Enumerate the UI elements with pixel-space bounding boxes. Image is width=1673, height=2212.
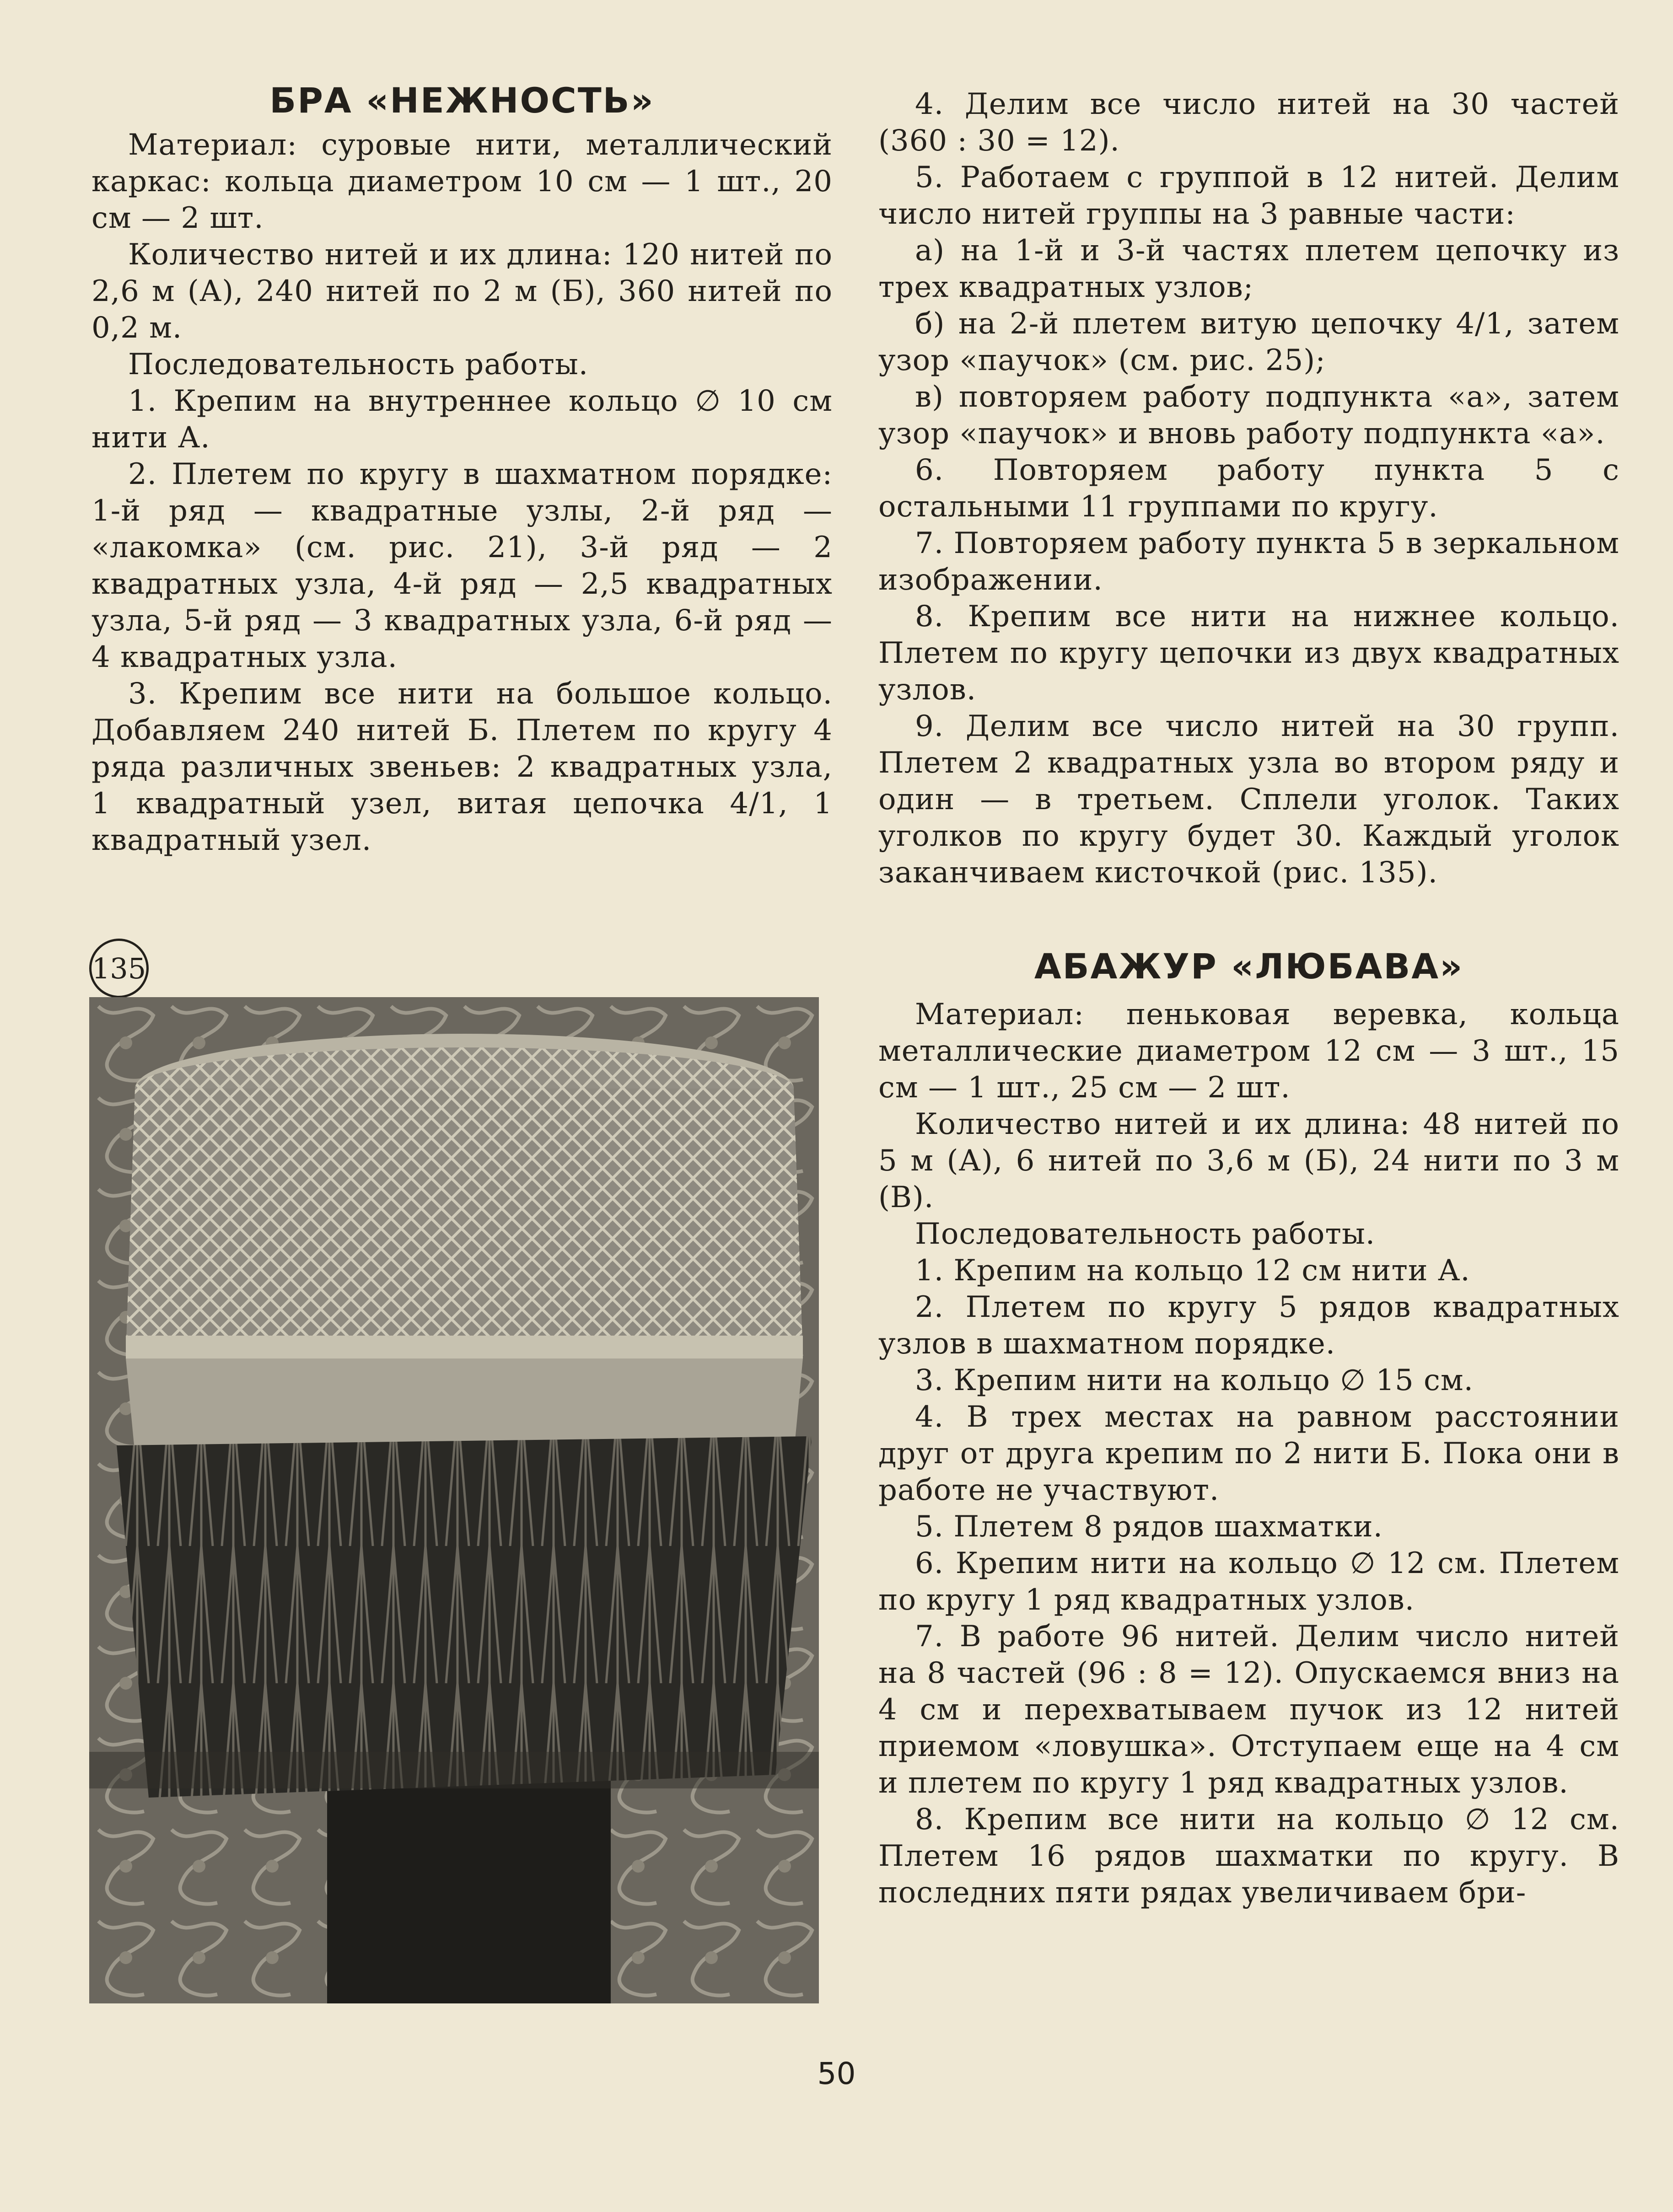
thread-count-paragraph: Количество нитей и их длина: 120 нитей по 2,6 м (А), 240 нитей по 2 м (Б), 360 нитей по 0,2 м. <box>91 238 833 345</box>
step-5: 5. Работаем с группой в 12 нитей. Делим число нитей группы на 3 равные части: <box>878 161 1619 231</box>
sequence-heading: Последовательность работы. <box>128 348 589 381</box>
left-column <box>91 0 833 859</box>
l-step-4: 4. В трех местах на равном расстоянии друг от друга крепим по 2 нити Б. Пока они в работе не участвуют. <box>878 1400 1619 1507</box>
step-3: 3. Крепим все нити на большое кольцо. Добавляем 240 нитей Б. Плетем по кругу 4 ряда различных звеньев: 2 квадратных узла, 1 квадратный узел, витая цепочка 4/1, 1 квадратный узел. <box>91 677 833 857</box>
l-step-3: 3. Крепим нити на кольцо ∅ 15 см. <box>915 1364 1474 1397</box>
l-step-5: 5. Плетем 8 рядов шахматки. <box>915 1510 1383 1544</box>
step-5b: б) на 2-й плетем витую цепочку 4/1, затем узор «паучок» (см. рис. 25); <box>878 307 1619 377</box>
right-column <box>878 0 1619 1911</box>
lampshade-photo <box>89 997 819 2003</box>
step-7: 7. Повторяем работу пункта 5 в зеркальном изображении. <box>878 526 1619 597</box>
l-step-7: 7. В работе 96 нитей. Делим число нитей на 8 частей (96 : 8 = 12). Опускаемся вниз на 4 см и перехватываем пучок из 12 нитей приемом «ловушка». Отступаем еще на 4 см и плетем по кругу 1 ряд квадратных узлов. <box>878 1620 1619 1800</box>
l-step-8: 8. Крепим все нити на кольцо ∅ 12 см. Плетем 16 рядов шахматки по кругу. В последних пяти рядах увеличиваем бри- <box>878 1803 1619 1910</box>
materials2-paragraph: Материал: пеньковая веревка, кольца металлические диаметром 12 см — 3 шт., 15 см — 1 шт., 25 см — 2 шт. <box>878 998 1619 1105</box>
article-title-bra: БРА «НЕЖНОСТЬ» <box>269 80 655 121</box>
l-step-1: 1. Крепим на кольцо 12 см нити А. <box>915 1254 1470 1288</box>
step-6: 6. Повторяем работу пункта 5 с остальными 11 группами по кругу. <box>878 453 1619 524</box>
step-2: 2. Плетем по кругу в шахматном порядке: 1-й ряд — квадратные узлы, 2-й ряд — «лакомка» (см. рис. 21), 3-й ряд — 2 квадратных узла, 4-й ряд — 2,5 квадратных узла, 5-й ряд — 3 квадратных узла, 6-й ряд — 4 квадратных узла. <box>91 457 833 674</box>
step-4: 4. Делим все число нитей на 30 частей (360 : 30 = 12). <box>878 87 1619 158</box>
step-5a: а) на 1-й и 3-й частях плетем цепочку из трех квадратных узлов; <box>878 234 1619 304</box>
step-5c: в) повторяем работу подпункта «а», затем узор «паучок» и вновь работу подпункта «а». <box>878 380 1619 451</box>
step-1: 1. Крепим на внутреннее кольцо ∅ 10 см нити А. <box>91 384 833 455</box>
materials-paragraph: Материал: суровые нити, металлический каркас: кольца диаметром 10 см — 1 шт., 20 см — 2 шт. <box>91 128 833 235</box>
page-number: 50 <box>817 2056 856 2091</box>
step-8: 8. Крепим все нити на нижнее кольцо. Плетем по кругу цепочки из двух квадратных узлов. <box>878 600 1619 707</box>
step-9: 9. Делим все число нитей на 30 групп. Плетем 2 квадратных узла во втором ряду и один — в третьем. Сплели уголок. Таких уголков по кругу будет 30. Каждый уголок заканчиваем кисточкой (рис. 135). <box>878 709 1619 890</box>
figure-number-label: 135 <box>89 939 149 998</box>
article-title-abazhur: АБАЖУР «ЛЮБАВА» <box>1034 946 1464 987</box>
l-step-2: 2. Плетем по кругу 5 рядов квадратных узлов в шахматном порядке. <box>878 1290 1619 1361</box>
sequence2-heading: Последовательность работы. <box>915 1217 1376 1251</box>
l-step-6: 6. Крепим нити на кольцо ∅ 12 см. Плетем по кругу 1 ряд квадратных узлов. <box>878 1546 1619 1617</box>
thread-count2-paragraph: Количество нитей и их длина: 48 нитей по 5 м (А), 6 нитей по 3,6 м (Б), 24 нити по 3 м (В). <box>878 1107 1619 1214</box>
